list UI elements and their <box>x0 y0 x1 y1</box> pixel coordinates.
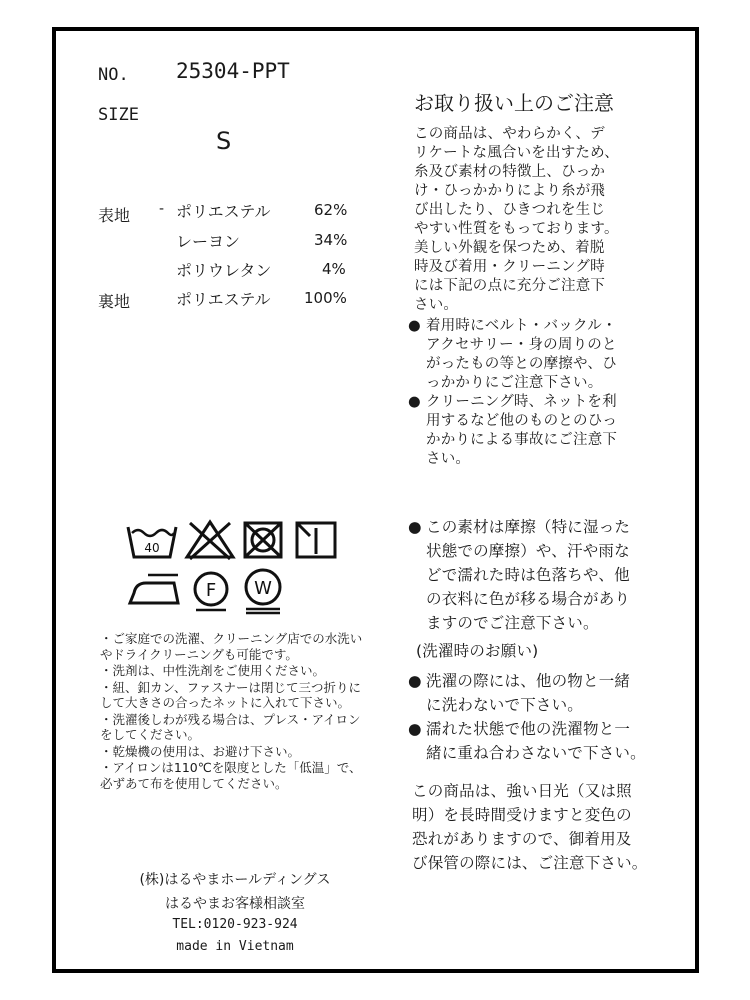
intro-paragraph <box>414 125 684 315</box>
bullet-icon: ● <box>408 720 422 738</box>
wet-clean-letter: W <box>254 578 272 599</box>
outer-fabric-label: 表地 <box>98 206 131 225</box>
care-note: ・乾燥機の使用は、お避け下さい。 <box>100 743 301 759</box>
text-line: 緒に重ね合わさないで下さい。 <box>426 744 646 762</box>
text-line: には下記の点に充分ご注意下 <box>414 278 606 294</box>
text-line: かかりによる事故にご注意下 <box>426 432 618 448</box>
text-line: リケートな風合いを出すため、 <box>414 145 619 161</box>
care-instructions <box>100 631 370 792</box>
no-tumble-dry-icon <box>242 520 284 560</box>
care-note: ・洗剤は、中性洗剤をご使用ください。 <box>100 663 326 678</box>
fiber-name: ポリエステル <box>176 202 271 221</box>
product-number: 25304-PPT <box>176 59 290 83</box>
care-note: ・アイロンは110℃を限度とした「低温」で、必ずあて布を使用してください。 <box>100 760 362 791</box>
text-line: この商品は、やわらかく、デ <box>414 126 605 142</box>
product-number-label: NO. <box>98 65 129 85</box>
dry-clean-f-icon <box>190 569 232 613</box>
fabric-dash: - <box>159 201 165 217</box>
text-line: 状態での摩擦）や、汗や雨な <box>426 542 630 560</box>
bullet-icon: ● <box>408 394 421 410</box>
handling-title: お取り扱い上のご注意 <box>414 91 614 115</box>
dry-clean-letter: F <box>205 580 217 601</box>
care-note: ・ご家庭での洗濯、クリーニング店での水洗いやドライクリーニングも可能です。 <box>100 631 363 662</box>
fiber-name: ポリウレタン <box>176 261 272 280</box>
fiber-percent: 100% <box>304 289 347 307</box>
wash-40-icon <box>126 521 178 561</box>
fiber-percent: 62% <box>314 201 348 219</box>
company-name: (株)はるやまホールディングス <box>139 872 331 888</box>
text-line: び保管の際には、ご注意下さい。 <box>412 854 648 872</box>
text-line: さい。 <box>426 451 471 467</box>
wash-request-item-2 <box>408 717 693 765</box>
caution-item-3 <box>408 515 693 635</box>
text-line: ますのでご注意下さい。 <box>426 614 599 632</box>
text-line: 明）を長時間受けますと変色の <box>412 806 632 824</box>
no-bleach-icon <box>184 519 236 561</box>
text-line: の衣料に色が移る場合があり <box>426 590 631 608</box>
fiber-percent: 34% <box>314 231 348 249</box>
wet-clean-w-icon <box>240 567 286 615</box>
caution-item-1 <box>408 317 688 393</box>
text-line: がったもの等との摩擦や、ひ <box>426 356 617 372</box>
text-line: アクセサリー・身の周りのと <box>426 337 617 353</box>
bullet-icon: ● <box>408 318 421 334</box>
text-line: 恐れがありますので、御着用及 <box>412 830 632 848</box>
text-line: 着用時にベルト・バックル・ <box>426 318 617 334</box>
text-line: さい。 <box>414 297 459 313</box>
text-line: っかかりにご注意下さい。 <box>426 375 603 391</box>
customer-service: はるやまお客様相談室 <box>165 896 305 912</box>
bullet-icon: ● <box>408 518 422 536</box>
text-line: この商品は、強い日光（又は照 <box>412 782 632 800</box>
text-line: 用するなど他のものとのひっ <box>426 413 618 429</box>
iron-low-icon <box>126 571 182 611</box>
text-line: やすい性質をもっております。 <box>414 221 619 237</box>
text-line: に洗わないで下さい。 <box>426 696 584 714</box>
wash-request-heading: (洗濯時のお願い) <box>416 642 539 660</box>
phone-number: TEL:0120-923-924 <box>172 917 298 932</box>
text-line: クリーニング時、ネットを利 <box>426 394 617 410</box>
wash-request-item-1 <box>408 669 693 717</box>
line-dry-shade-icon <box>294 520 338 560</box>
text-line: け・ひっかかりにより糸が飛 <box>414 183 606 199</box>
bullet-icon: ● <box>408 672 422 690</box>
text-line: 時及び着用・クリーニング時 <box>414 259 605 275</box>
fiber-percent: 4% <box>322 260 346 278</box>
text-line: この素材は摩擦（特に湿った <box>426 518 631 536</box>
text-line: び出したり、ひきつれを生じ <box>414 202 606 218</box>
size-label: SIZE <box>98 105 139 125</box>
wash-temp: 40 <box>144 541 160 555</box>
caution-item-2 <box>408 393 688 469</box>
care-note: ・洗濯後しわが残る場合は、プレス・アイロンをしてください。 <box>100 711 361 742</box>
text-line: 濡れた状態で他の洗濯物と一 <box>426 720 631 738</box>
fiber-name: ポリエステル <box>176 290 271 309</box>
sunlight-notice <box>412 779 692 875</box>
text-line: 糸及び素材の特徴上、ひっか <box>414 164 606 180</box>
lining-fabric-label: 裏地 <box>98 292 131 311</box>
size-value: S <box>216 127 232 155</box>
care-label <box>52 27 699 973</box>
text-line: どで濡れた時は色落ちや、他 <box>426 566 630 584</box>
country-of-origin: made in Vietnam <box>176 939 294 954</box>
fiber-name: レーヨン <box>176 232 241 251</box>
text-line: 洗濯の際には、他の物と一緒 <box>426 672 631 690</box>
text-line: 美しい外観を保つため、着脱 <box>414 240 605 256</box>
care-note: ・紐、釦カン、ファスナーは閉じて三つ折りにして大きさの合ったネットに入れて下さい。 <box>100 679 362 710</box>
